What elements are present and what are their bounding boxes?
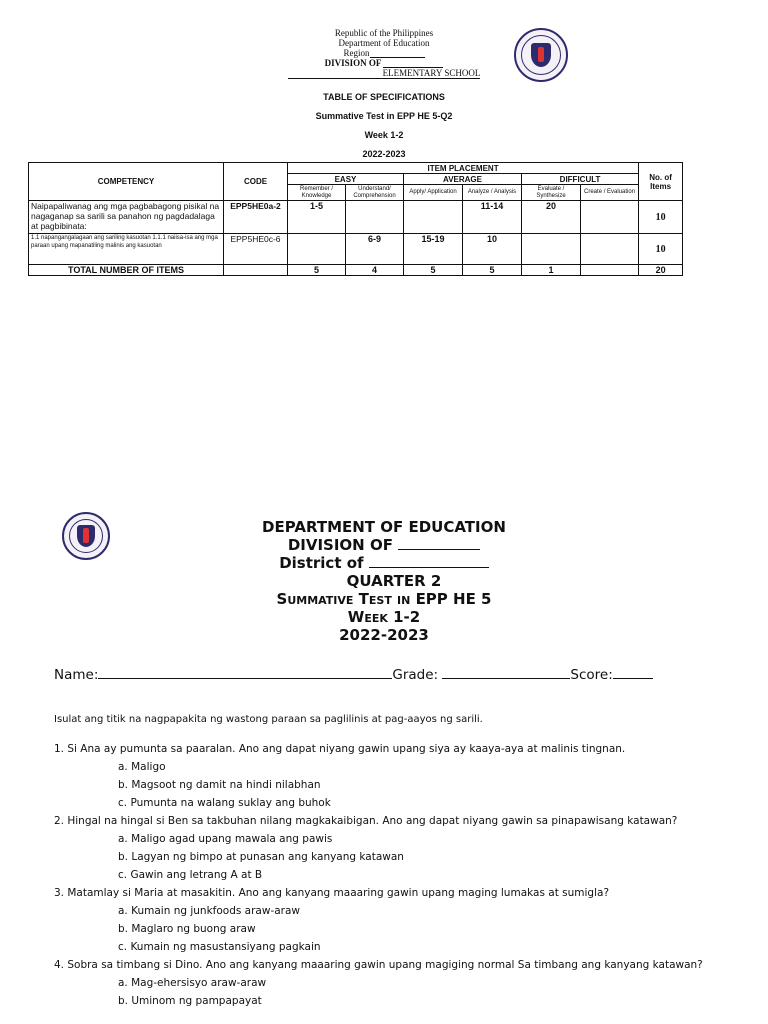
- test-division-line: [230, 536, 538, 554]
- name-field[interactable]: [98, 666, 392, 679]
- total-label: TOTAL NUMBER OF ITEMS: [29, 265, 224, 276]
- table-row: [29, 201, 683, 234]
- row1-cell: 11-14: [463, 201, 522, 234]
- row1-cell: 1-5: [288, 201, 346, 234]
- specification-table: [28, 162, 683, 276]
- row2-cell: 15-19: [404, 234, 463, 265]
- test-dept: DEPARTMENT OF EDUCATION: [262, 518, 506, 536]
- header-division: DIVISION OF: [324, 58, 382, 68]
- blank-line: [288, 70, 383, 79]
- header-school-line: [250, 68, 518, 79]
- col-competency: COMPETENCY: [29, 163, 224, 201]
- col-item-placement: ITEM PLACEMENT: [288, 163, 639, 174]
- total-code: [224, 265, 288, 276]
- header-block: [250, 28, 518, 79]
- option-a[interactable]: a. Maligo agad upang mawala ang pawis: [118, 833, 333, 845]
- table-row: [29, 234, 683, 265]
- test-quarter: QUARTER 2: [346, 572, 442, 590]
- tos-title: TABLE OF SPECIFICATIONS: [323, 92, 445, 102]
- score-label: Score:: [570, 667, 613, 683]
- question-text: 2. Hingal na hingal si Ben sa takbuhan nilang magkakaibigan. Ano ang dapat niyang gawin sa pinapawisang katawan?: [54, 815, 678, 827]
- question-list: [54, 740, 714, 1010]
- tos-year: 2022-2023: [362, 149, 406, 159]
- total-cell: 5: [404, 265, 463, 276]
- col-code: CODE: [224, 163, 288, 201]
- instructions: Isulat ang titik na nagpapakita ng wastong paraan sa paglilinis at pag-aayos ng sarili.: [54, 714, 483, 725]
- test-district: District of: [279, 554, 364, 572]
- total-cell: 1: [522, 265, 581, 276]
- blank-line: [369, 554, 489, 568]
- col-no-items: No. of Items: [639, 163, 683, 201]
- option-a[interactable]: a. Maligo: [118, 761, 166, 773]
- option-b[interactable]: b. Lagyan ng bimpo at punasan ang kanyang katawan: [118, 851, 404, 863]
- total-cell: 4: [346, 265, 404, 276]
- row1-items: 10: [639, 201, 683, 234]
- total-cell: [581, 265, 639, 276]
- question-4: [54, 956, 714, 1010]
- header-region: Region: [343, 48, 370, 58]
- row1-competency: Naipapaliwanag ang mga pagbabagong pisikal na nagaganap sa sarili sa panahon ng pagdadalaga at pagbibinata:: [29, 201, 224, 234]
- total-cell: 5: [463, 265, 522, 276]
- row2-cell: 6-9: [346, 234, 404, 265]
- row1-cell: [581, 201, 639, 234]
- option-b[interactable]: b. Uminom ng pampapayat: [118, 995, 262, 1007]
- tos-subtitle: Summative Test in EPP HE 5-Q2: [315, 111, 453, 121]
- row2-cell: 10: [463, 234, 522, 265]
- col-difficult: DIFFICULT: [522, 174, 639, 185]
- test-district-line: [230, 554, 538, 572]
- header-region-line: [250, 48, 518, 58]
- level-evaluate: Evaluate / Synthesize: [522, 185, 581, 201]
- question-1: [54, 740, 714, 812]
- row1-cell: [404, 201, 463, 234]
- row1-code: EPP5HE0a-2: [224, 201, 288, 234]
- total-row: [29, 265, 683, 276]
- header-republic: Republic of the Philippines: [334, 28, 434, 38]
- option-a[interactable]: a. Mag-ehersisyo araw-araw: [118, 977, 267, 989]
- row2-cell: [522, 234, 581, 265]
- grade-label: Grade:: [392, 667, 439, 683]
- test-year: 2022-2023: [339, 626, 429, 644]
- col-average: AVERAGE: [404, 174, 522, 185]
- option-c[interactable]: c. Gawin ang letrang A at B: [118, 869, 263, 881]
- question-2: [54, 812, 714, 884]
- blank-line: [370, 49, 425, 58]
- row2-cell: [288, 234, 346, 265]
- row2-code: EPP5HE0c-6: [224, 234, 288, 265]
- level-understand: Understand/ Comprehension: [346, 185, 404, 201]
- student-info-row: [54, 666, 714, 683]
- grade-field[interactable]: [442, 666, 570, 679]
- level-create: Create / Evaluation: [581, 185, 639, 201]
- level-apply: Apply/ Application: [404, 185, 463, 201]
- header-division-line: [250, 58, 518, 68]
- question-3: [54, 884, 714, 956]
- option-a[interactable]: a. Kumain ng junkfoods araw-araw: [118, 905, 301, 917]
- row1-cell: 20: [522, 201, 581, 234]
- option-c[interactable]: c. Kumain ng masustansiyang pagkain: [118, 941, 321, 953]
- test-week: Week 1-2: [347, 608, 421, 626]
- level-analyze: Analyze / Analysis: [463, 185, 522, 201]
- question-text: 1. Si Ana ay pumunta sa paaralan. Ano ang dapat niyang gawin upang siya ay kaaya-aya at malinis tingnan.: [54, 743, 626, 755]
- col-easy: EASY: [288, 174, 404, 185]
- question-text: 3. Matamlay si Maria at masakitin. Ano ang kanyang maaaring gawin upang maging lumakas at sumigla?: [54, 887, 610, 899]
- deped-seal-icon: [514, 28, 568, 82]
- header-department: Department of Education: [338, 38, 430, 48]
- test-subject: Summative Test in EPP HE 5: [276, 590, 492, 608]
- row2-cell: [581, 234, 639, 265]
- tos-week: Week 1-2: [364, 130, 404, 140]
- blank-line: [383, 59, 443, 68]
- blank-line: [398, 536, 480, 550]
- test-header: [230, 518, 538, 644]
- total-items: 20: [639, 265, 683, 276]
- score-field[interactable]: [613, 666, 653, 679]
- option-c[interactable]: c. Pumunta na walang suklay ang buhok: [118, 797, 331, 809]
- titles-block: [250, 88, 518, 164]
- option-b[interactable]: b. Magsoot ng damit na hindi nilabhan: [118, 779, 321, 791]
- header-school: ELEMENTARY SCHOOL: [382, 68, 481, 78]
- option-b[interactable]: b. Maglaro ng buong araw: [118, 923, 256, 935]
- row1-cell: [346, 201, 404, 234]
- row2-items: 10: [639, 234, 683, 265]
- name-label: Name:: [54, 667, 99, 683]
- test-division: DIVISION OF: [287, 536, 393, 554]
- deped-seal-icon: [62, 512, 110, 560]
- question-text: 4. Sobra sa timbang si Dino. Ano ang kanyang maaaring gawin upang magiging normal Sa timbang ang kanyang katawan?: [54, 959, 703, 971]
- level-remember: Remember / Knowledge: [288, 185, 346, 201]
- row2-competency: 1.1 napangangalagaan ang sariling kasuotan 1.1.1 naiisa-isa ang mga paraan upang mapanatiling malinis ang kasuotan: [29, 234, 224, 265]
- total-cell: 5: [288, 265, 346, 276]
